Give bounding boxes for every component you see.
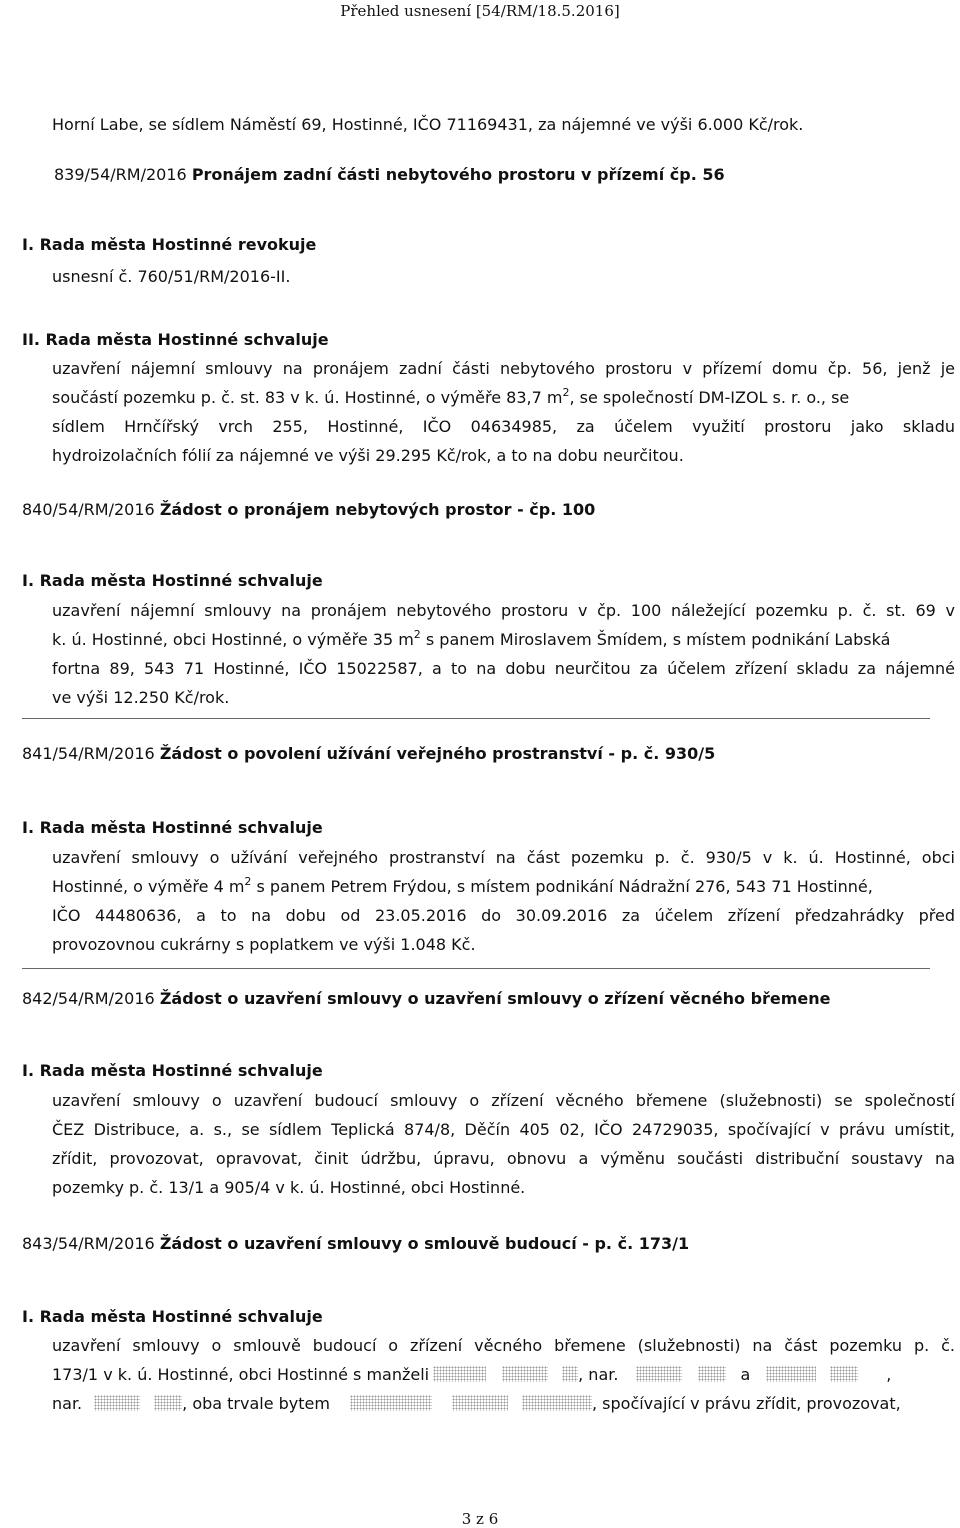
redaction-block [433,1366,486,1382]
resolution-number: 843/54/RM/2016 [22,1234,155,1253]
clause-heading: II. Rada města Hostinné schvaluje [22,330,329,349]
redaction-block [522,1395,592,1411]
text-line [52,1360,955,1389]
text-line: sídlem Hrnčířský vrch 255, Hostinné, IČO 04634985, za účelem využití prostoru jako skladu [52,417,955,436]
text-fragment: , spočívající v právu zřídit, provozovat, [591,1394,901,1413]
text-line: pozemky p. č. 13/1 a 905/4 v k. ú. Hostinné, obci Hostinné. [52,1178,526,1197]
clause-paragraph [52,596,955,712]
clause-heading: I. Rada města Hostinné schvaluje [22,1061,323,1080]
clause-heading: I. Rada města Hostinné schvaluje [22,571,323,590]
resolution-840-heading [22,498,595,522]
text-line: Hostinné, o výměře 4 $m^2$ s panem Petrem Frýdou, s místem podnikání Nádražní 276, 543 71 Hostinné, [52,875,873,896]
resolution-843-heading [22,1232,689,1256]
clause-text: usnesní č. 760/51/RM/2016-II. [52,267,291,286]
resolution-title: Žádost o povolení užívání veřejného prostranství - p. č. 930/5 [159,744,716,763]
text-fragment: a [740,1365,751,1384]
resolution-842-heading [22,987,831,1011]
redaction-block [350,1395,432,1411]
text-fragment: nar. [52,1394,83,1413]
intro-text: Horní Labe, se sídlem Náměstí 69, Hostinné, IČO 71169431, za nájemné ve výši 6.000 Kč/rok. [52,115,804,134]
text-fragment: , oba trvale bytem [182,1394,330,1413]
redaction-block [766,1366,816,1382]
text-line: součástí pozemku p. č. st. 83 v k. ú. Hostinné, o výměře 83,7 $m^2$, se společností DM-IZOL s. r. o., se [52,386,850,407]
clause-paragraph [52,1086,955,1202]
text-line: uzavření smlouvy o užívání veřejného prostranství na část pozemku p. č. 930/5 v k. ú. Hostinné, obci [52,848,955,867]
redaction-block [94,1395,140,1411]
resolution-title: Žádost o pronájem nebytových prostor - čp. 100 [159,500,596,519]
section-divider [22,718,930,719]
clause-heading: I. Rada města Hostinné revokuje [22,235,317,254]
text-fragment: , nar. [578,1365,619,1384]
text-line: hydroizolačních fólií za nájemné ve výši 29.295 Kč/rok, a to na dobu neurčitou. [52,446,684,465]
resolution-title: Pronájem zadní části nebytového prostoru v přízemí čp. 56 [191,165,725,184]
clause-paragraph [52,843,955,959]
redaction-block [452,1395,508,1411]
text-line: zřídit, provozovat, opravovat, činit údržbu, úpravu, obnovu a výměnu součásti distribuční soustavy na [52,1149,955,1168]
resolution-839-heading [54,163,725,187]
redaction-block [830,1366,858,1382]
resolution-number: 840/54/RM/2016 [22,500,155,519]
redaction-block [154,1395,182,1411]
resolution-title: Žádost o uzavření smlouvy o smlouvě budoucí - p. č. 173/1 [159,1234,690,1253]
text-line: provozovnou cukrárny s poplatkem ve výši 1.048 Kč. [52,935,476,954]
text-line: ČEZ Distribuce, a. s., se sídlem Teplická 874/8, Děčín 405 02, IČO 24729035, spočívající v právu umístit, [52,1120,955,1139]
redaction-block [698,1366,726,1382]
clause-heading: I. Rada města Hostinné schvaluje [22,1307,323,1326]
text-line: fortna 89, 543 71 Hostinné, IČO 15022587, a to na dobu neurčitou za účelem zřízení skladu za nájemné [52,659,955,678]
redaction-block [562,1366,578,1382]
redaction-block [502,1366,548,1382]
page-header: Přehled usnesení [54/RM/18.5.2016] [340,2,620,20]
text-line: IČO 44480636, a to na dobu od 23.05.2016 do 30.09.2016 za účelem zřízení předzahrádky před [52,906,955,925]
resolution-number: 842/54/RM/2016 [22,989,155,1008]
resolution-number: 841/54/RM/2016 [22,744,155,763]
text-line: k. ú. Hostinné, obci Hostinné, o výměře 35 $m^2$ s panem Miroslavem Šmídem, s místem podnikání Labská [52,628,891,649]
page-footer: 3 z 6 [461,1510,499,1528]
clause-heading: I. Rada města Hostinné schvaluje [22,818,323,837]
text-fragment: 173/1 v k. ú. Hostinné, obci Hostinné s manželi [52,1365,430,1384]
resolution-841-heading [22,742,715,766]
clause-paragraph [52,1331,955,1418]
text-fragment: , [886,1365,892,1384]
text-line: uzavření nájemní smlouvy na pronájem zadní části nebytového prostoru v přízemí domu čp. 56, jenž je [52,359,955,378]
text-line: uzavření nájemní smlouvy na pronájem nebytového prostoru v čp. 100 náležející pozemku p. č. st. 69 v [52,601,955,620]
resolution-number: 839/54/RM/2016 [54,165,187,184]
section-divider [22,968,930,969]
clause-paragraph [52,354,955,470]
text-line: uzavření smlouvy o uzavření budoucí smlouvy o zřízení věcného břemene (služebnosti) se společností [52,1091,955,1110]
redaction-block [636,1366,682,1382]
text-line: ve výši 12.250 Kč/rok. [52,688,230,707]
text-line [52,1389,955,1418]
text-line: uzavření smlouvy o smlouvě budoucí o zřízení věcného břemene (služebnosti) na část pozemku p. č. [52,1336,955,1355]
resolution-title: Žádost o uzavření smlouvy o uzavření smlouvy o zřízení věcného břemene [159,989,831,1008]
